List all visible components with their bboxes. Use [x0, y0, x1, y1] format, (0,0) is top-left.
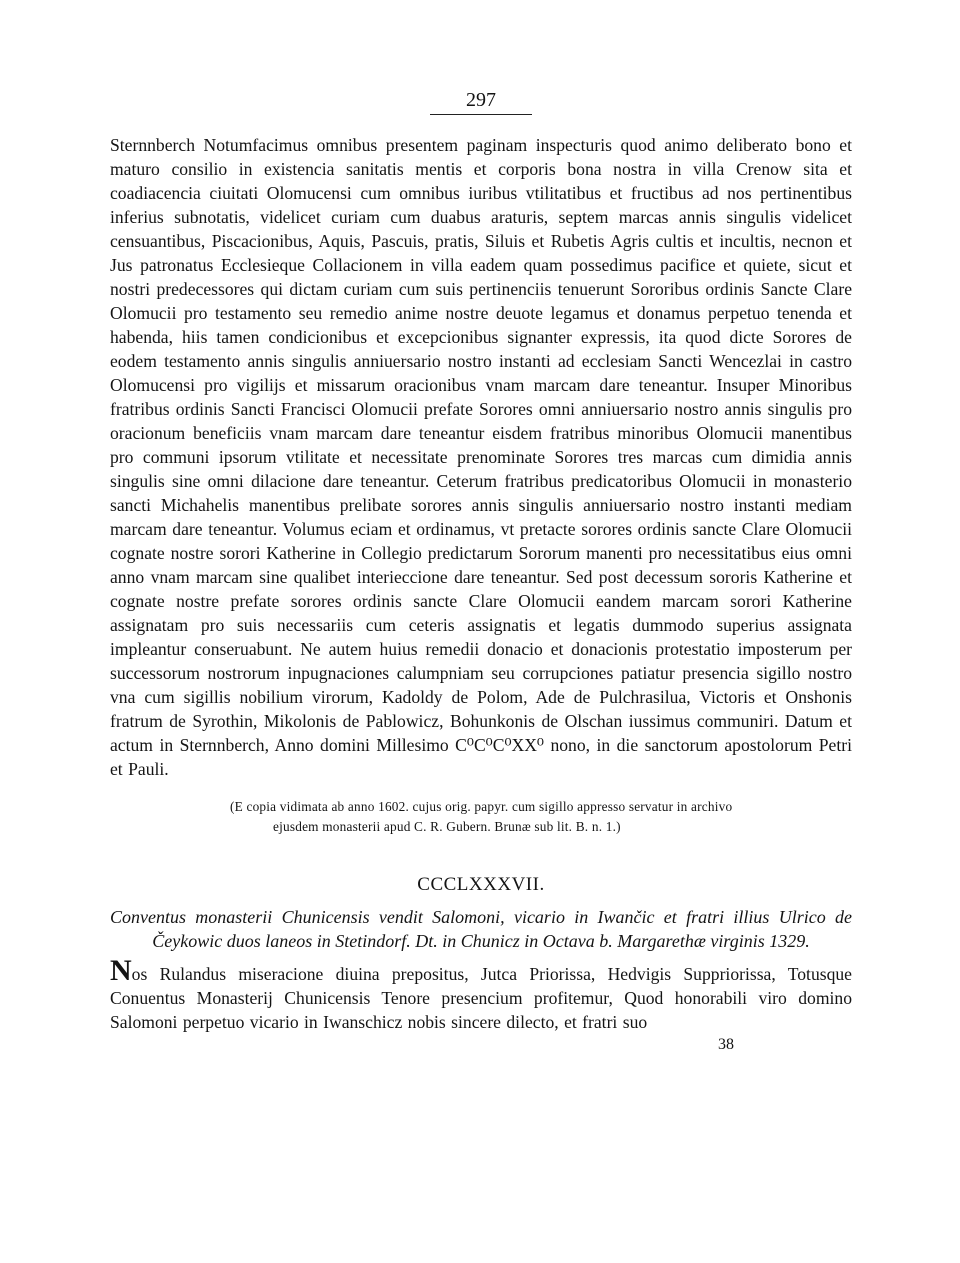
document-summary: Conventus monasterii Chunicensis vendit Salomoni, vicario in Iwančic et fratri illius Ulrico de Čeykowic duos laneos in Stetindorf. Dt. in Chunicz in Octava b. Margarethæ virginis 1329.: [110, 907, 852, 951]
charter-main-text: Sternnberch Notumfacimus omnibus presentem paginam inspecturis quod animo deliberato bono et maturo consilio in existencia sanitatis mentis et corporis bona nostra in villa Crenow sita et coadiacencia ciuitati Olomucensi cum omnibus iuribus vtilitatibus et fructibus ad nos pertinentibus inferius subnotatis, videlicet curiam cum duabus araturis, septem marcas annis singulis videlicet censuantibus, Piscacionibus, Aquis, Pascuis, pratis, Siluis et Rubetis Agris cultis et incultis, necnon et Jus patronatus Ecclesieque Collacionem in villa eadem quam possedimus pacifice et quiete, sicut et nostri predecessores qui dictam curiam cum suis pertinenciis tenuerunt Sororibus ordinis Sancte Clare Olomucii pro testamento seu remedio anime nostre deuote legamus et donamus perpetuo tenenda et habenda, hiis tamen condicionibus et excepcionibus signanter expressis, ita quod dicte Sorores de eodem testamento annis singulis anniuersario nostro instanti ad ecclesiam Sancti Wencezlai in castro Olomucensi pro vigilijs et missarum oracionibus vnam marcam dare teneantur. Insuper Minoribus fratribus ordinis Sancti Francisci Olomucii prefate Sorores omni anniuersario nostro annis singulis pro oracionum beneficiis vnam marcam dare teneantur eisdem fratribus minoribus Olomucii manentibus pro communi ipsorum vtilitate et necessitate prenominate Sorores tres marcas cum dimidia annis singulis sine omni dilacione dare teneantur. Ceterum fratribus predicatoribus Olomucii in monasterio sancti Michahelis manentibus prelibate sorores annis singulis anniuersario nostro instanti mediam marcam dare teneantur. Volumus eciam et ordinamus, vt pretacte sorores ordinis sancte Clare Olomucii cognate nostre sorori Katherine in Collegio predictarum Sororum manenti pro necessitatibus eius omni anno vnam marcam sine qualibet interieccione dare teneantur. Sed post decessum sororis Katherine et cognate nostre prefate sorores ordinis sancte Clare Olomucii eandem marcam sorori Katherine assignatam pro suis necessariis cum ceteris assignatis et legatis dummodo superius assignata impleantur conseruabunt. Ne autem huius remedii donacio et donacionis protestatio imposterum per successorum nostrorum inpugnaciones calumpniam seu corrupciones patiatur presencia sigillo nostro vna cum sigillis nobilium virorum, Kadoldy de Polom, Ade de Pulchrasilua, Victoris et Onshonis fratrum de Syrothin, Mikolonis de Pablowicz, Bohunkonis de Olschan iussimus communiri. Datum et actum in Sternnberch, Anno domini Millesimo: [110, 135, 852, 755]
charter-date-line: C⁰C⁰C⁰XX⁰ nono, in die sanctorum apostolorum Petri et Pauli.: [110, 735, 852, 779]
source-note-line-1: (E copia vidimata ab anno 1602. cujus orig. papyr. cum sigillo appresso servatur in archivo: [230, 799, 733, 814]
second-charter-text: [110, 954, 852, 1034]
document-page: [110, 88, 852, 1053]
initial-letter: N: [110, 954, 132, 987]
source-note-line-2: ejusdem monasterii apud C. R. Gubern. Brunæ sub lit. B. n. 1.): [273, 819, 621, 834]
page-number-text: 297: [430, 88, 532, 115]
source-note: [110, 797, 852, 837]
document-number-heading: CCCLXXXVII.: [417, 874, 545, 895]
page-number: [110, 88, 852, 115]
second-charter-body: os Rulandus miseracione diuina prepositus, Jutca Priorissa, Hedvigis Suppriorissa, Totusque Conuentus Monasterij Chunicensis Tenore presencium profitemur, Quod honorabili viro domino Salomoni perpetuo vicario in Iwanschicz nobis sincere dilecto, et fratri suo: [110, 964, 852, 1032]
signature-mark: 38: [718, 1036, 734, 1053]
charter-text: [110, 133, 852, 781]
